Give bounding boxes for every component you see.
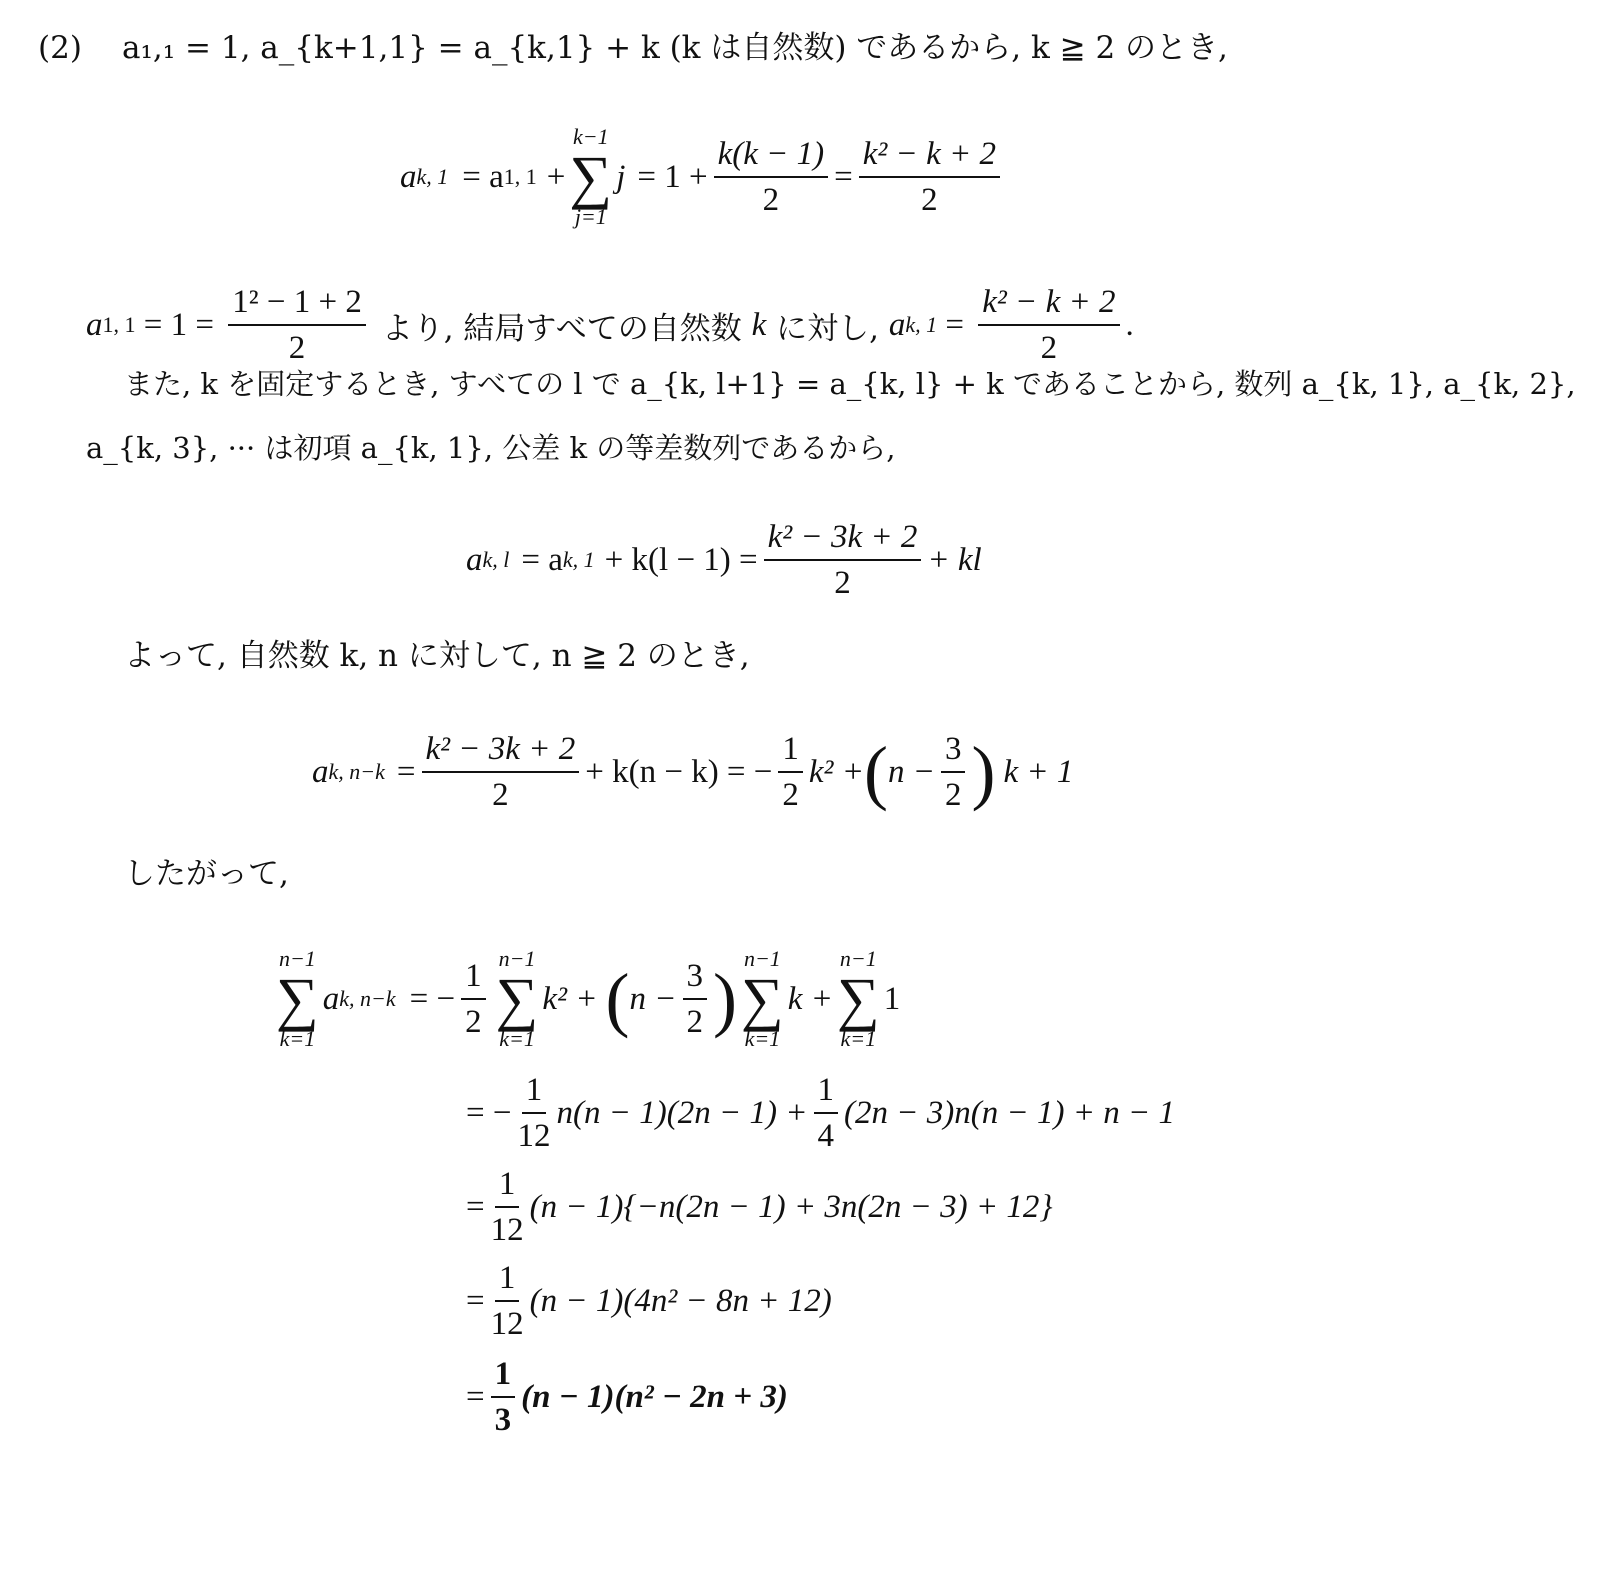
equation-2 xyxy=(466,512,982,608)
eq3-lhs: a xyxy=(312,753,329,790)
eq1-frac2-den: 2 xyxy=(921,182,938,218)
step2-frac-den: 12 xyxy=(490,1212,524,1248)
step1-frac xyxy=(517,1072,550,1154)
eq3-mid: + k(n − k) = − xyxy=(585,753,773,790)
step1-frac2 xyxy=(814,1072,839,1154)
eq2-frac xyxy=(764,519,922,601)
eq4-s3-sigma: ∑ xyxy=(836,966,880,1032)
eq3-frac2 xyxy=(778,731,803,813)
eq1-mid1-sub: 1, 1 xyxy=(503,164,537,189)
eq4-s3-top: n−1 xyxy=(839,946,877,971)
eq4-frac-num: 1 xyxy=(461,958,486,1000)
line2-frac2-den: 2 xyxy=(1040,330,1058,366)
line2-frac2-num: k² − k + 2 xyxy=(978,284,1119,326)
eq1-mid2: = 1 + xyxy=(637,158,708,195)
eq4-sum-top: n−1 xyxy=(278,946,316,971)
eq4-s1-sigma: ∑ xyxy=(495,966,539,1032)
step3-frac xyxy=(491,1260,524,1342)
eq1-sum-bot: j=1 xyxy=(574,204,607,229)
eq2-mid2: + k(l − 1) = xyxy=(604,541,758,578)
eq1-mid1: = a xyxy=(462,158,504,195)
step1-frac2-num: 1 xyxy=(814,1072,839,1114)
eq4-s1-bot: k=1 xyxy=(499,1026,535,1051)
eq4-s2-bot: k=1 xyxy=(744,1026,781,1051)
text-line-3: また, k を固定するとき, すべての l で a_{k, l+1} = a_{k, l} + k であることから, 数列 a_{k, 1}, a_{k, 2}, xyxy=(124,367,1576,401)
line2-mid: = 1 = xyxy=(135,306,223,343)
eq4-sum-sigma: ∑ xyxy=(276,966,319,1032)
eq3-eq: = xyxy=(396,753,416,790)
eq3-paren-r: ) xyxy=(971,732,996,812)
line2-frac-num: 1² − 1 + 2 xyxy=(228,284,366,326)
eq4-paren-body: n − xyxy=(629,980,677,1017)
eq4-sum3 xyxy=(837,947,880,1051)
eq4-eq: = − xyxy=(409,980,456,1017)
eq4-s1-top: n−1 xyxy=(498,946,536,971)
eq4-s1-body: k² + xyxy=(542,980,598,1017)
step4-tail: (n − 1)(n² − 2n + 3) xyxy=(521,1378,788,1415)
eq1-frac1-num: k(k − 1) xyxy=(714,136,829,178)
eq1-frac1 xyxy=(714,136,829,218)
text-line-5: よって, 自然数 k, n に対して, n ≧ 2 のとき, xyxy=(124,638,750,674)
line2-a2-sub: k, 1 xyxy=(905,312,938,337)
eq1-sum-body: j xyxy=(616,158,626,195)
eq4-lhs: a xyxy=(322,980,340,1017)
eq1-sum xyxy=(569,125,612,229)
eq3-frac-num: k² − 3k + 2 xyxy=(422,731,580,773)
line2-frac-den: 2 xyxy=(288,330,306,366)
step-3 xyxy=(466,1258,832,1344)
line2-frac2 xyxy=(978,284,1119,366)
eq1-plus: + xyxy=(546,158,566,195)
step1-eq: = − xyxy=(466,1094,512,1131)
eq1-frac1-den: 2 xyxy=(762,182,780,218)
eq2-tail: + kl xyxy=(927,541,982,578)
eq3-lhs-sub: k, n−k xyxy=(328,759,385,784)
eq3-frac-den: 2 xyxy=(492,777,509,813)
eq3-tail: k + 1 xyxy=(1003,753,1074,790)
eq4-frac2-num: 3 xyxy=(683,958,708,1000)
eq4-paren-r: ) xyxy=(713,959,737,1039)
eq2-lhs: a xyxy=(466,541,483,578)
line2-end: . xyxy=(1125,306,1134,343)
text-line-1: a₁,₁ = 1, a_{k+1,1} = a_{k,1} + k (k は自然数) であるから, k ≧ 2 のとき, xyxy=(122,30,1228,66)
eq2-frac-den: 2 xyxy=(834,565,851,601)
eq1-sum-sigma: ∑ xyxy=(569,144,613,210)
step1-frac-den: 12 xyxy=(517,1118,551,1154)
step1-frac-num: 1 xyxy=(522,1072,547,1114)
eq3-paren-l: ( xyxy=(863,732,888,812)
line2-text2: に対し, xyxy=(766,310,889,347)
eq1-frac2 xyxy=(859,136,1000,218)
eq2-frac-num: k² − 3k + 2 xyxy=(764,519,922,561)
step3-frac-den: 12 xyxy=(490,1306,524,1342)
step1-mid: n(n − 1)(2n − 1) + xyxy=(556,1094,808,1131)
eq4-frac2-den: 2 xyxy=(686,1004,703,1040)
text-line-6: したがって, xyxy=(124,856,289,892)
eq4-s3-bot: k=1 xyxy=(840,1026,877,1051)
step4-frac-den: 3 xyxy=(494,1402,512,1438)
eq4-frac-den: 2 xyxy=(465,1004,482,1040)
step2-frac-num: 1 xyxy=(495,1166,520,1208)
eq4-frac2 xyxy=(683,958,708,1040)
eq3-mid2: k² + xyxy=(808,753,864,790)
step2-frac xyxy=(491,1166,524,1248)
step2-tail: (n − 1){−n(2n − 1) + 3n(2n − 3) + 12} xyxy=(529,1188,1053,1225)
eq4-sum xyxy=(276,947,319,1051)
step1-tail: (2n − 3)n(n − 1) + n − 1 xyxy=(844,1094,1176,1131)
eq4-frac xyxy=(461,958,486,1040)
eq4-s2-body: k + xyxy=(787,980,833,1017)
eq4-sum1 xyxy=(496,947,539,1051)
step-1 xyxy=(466,1070,1175,1156)
eq1-sum-top: k−1 xyxy=(572,124,609,149)
step3-eq: = xyxy=(466,1282,485,1319)
eq1-frac2-num: k² − k + 2 xyxy=(859,136,1000,178)
eq4-sum2 xyxy=(741,947,784,1051)
step3-tail: (n − 1)(4n² − 8n + 12) xyxy=(529,1282,832,1319)
step1-frac2-den: 4 xyxy=(817,1118,834,1154)
eq3-frac2-den: 2 xyxy=(782,777,799,813)
step4-eq: = xyxy=(466,1378,485,1415)
line2-a: a xyxy=(86,306,103,343)
problem-label: (2) xyxy=(38,30,82,66)
line2-k: k xyxy=(751,306,767,343)
step2-eq: = xyxy=(466,1188,485,1225)
step4-frac xyxy=(491,1356,516,1438)
eq1-lhs: a xyxy=(400,158,417,195)
step3-frac-num: 1 xyxy=(495,1260,520,1302)
eq1-eq: = xyxy=(834,158,853,195)
eq3-frac3 xyxy=(941,731,966,813)
eq4-paren-l: ( xyxy=(605,959,630,1039)
eq3-frac xyxy=(422,731,580,813)
eq3-frac2-num: 1 xyxy=(778,731,803,773)
eq3-frac3-den: 2 xyxy=(944,777,962,813)
line2-a2: a xyxy=(888,306,906,343)
eq1-lhs-sub: k, 1 xyxy=(416,164,449,189)
text-line-4: a_{k, 3}, ··· は初項 a_{k, 1}, 公差 k の等差数列であるから, xyxy=(86,431,896,465)
equation-3 xyxy=(312,722,1073,822)
final-answer xyxy=(466,1352,788,1442)
equation-1 xyxy=(400,112,1006,242)
eq4-s2-sigma: ∑ xyxy=(740,966,784,1032)
eq2-lhs-sub: k, l xyxy=(482,547,510,572)
line2-text: より, 結局すべての自然数 xyxy=(371,310,752,347)
line2-a-sub: 1, 1 xyxy=(102,312,136,337)
equation-4 xyxy=(272,940,900,1058)
eq4-sum-bot: k=1 xyxy=(279,1026,316,1051)
eq4-s3-body: 1 xyxy=(883,980,901,1017)
eq4-s2-top: n−1 xyxy=(743,946,781,971)
text-line-2 xyxy=(86,282,1134,368)
step-2 xyxy=(466,1164,1053,1250)
eq4-lhs-sub: k, n−k xyxy=(339,986,396,1011)
eq2-mid: = a xyxy=(521,541,563,578)
line2-eq: = xyxy=(937,306,973,343)
eq3-paren-body: n − xyxy=(887,753,935,790)
line2-frac xyxy=(228,284,366,366)
step4-frac-num: 1 xyxy=(491,1356,516,1398)
eq2-mid-sub: k, 1 xyxy=(562,547,595,572)
eq3-frac3-num: 3 xyxy=(941,731,966,773)
